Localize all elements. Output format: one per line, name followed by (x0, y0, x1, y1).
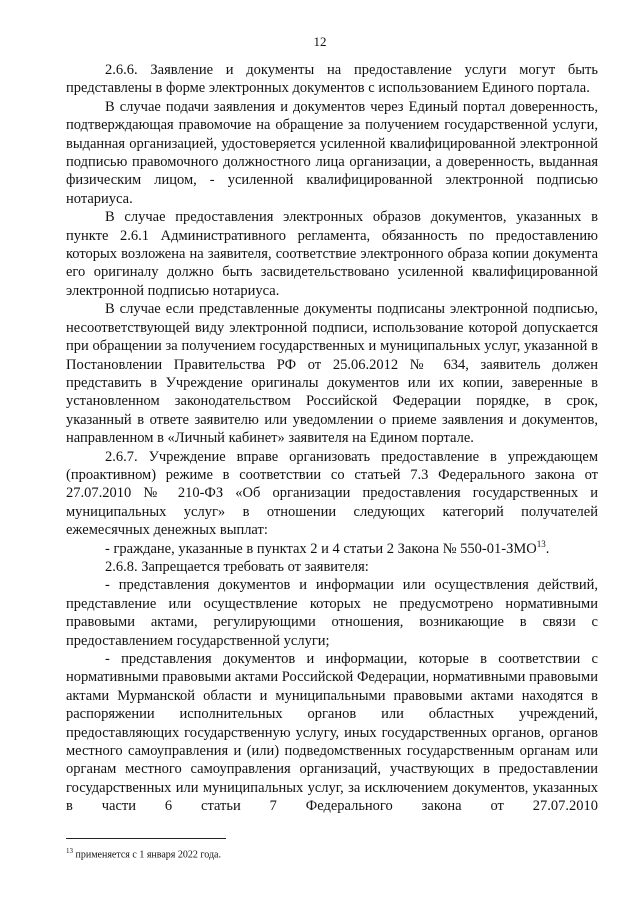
paragraph-electronic-images: В случае предоставления электронных образов документов, указанных в пункте 2.6.1 Административного регламента, обязанность по предоставлению которых возложена на заявителя, соответствие электронного образа копии документа его оригиналу должно быть засвидетельствовано усиленной квалифицированной электронной подписью нотариуса. (66, 209, 598, 299)
paragraph-citizens-list-item (66, 540, 598, 558)
footnote (66, 845, 598, 861)
paragraph-signature-mismatch: В случае если представленные документы подписаны электронной подписью, несоответствующей виду электронной подписи, использование которой допускается при обращении за получением государственных и муниципальных услуг, указанной в Постановлении Правительства РФ от 25.06.2012 № 634, заявитель должен представить в Учреждение оригиналы документов или их копии, заверенные в установленном законодательством Российской Федерации порядке, в срок, указанный в ответе заявителю или уведомлении о приеме заявления и документов, направленном в «Личный кабинет» заявителя на Едином портале. (66, 301, 598, 447)
citizens-list-item-text: - граждане, указанные в пунктах 2 и 4 статьи 2 Закона № 550-01-ЗМО (105, 540, 537, 557)
footnote-text: применяется с 1 января 2022 года. (73, 849, 221, 861)
paragraph-prohibited-item-1: - представления документов и информации или осуществления действий, представление или осуществление которых не предусмотрено нормативными правовыми актами, регулирующими отношения, возникающие в связи с предоставлением государственной услуги; (66, 577, 598, 649)
paragraph-2-6-6: 2.6.6. Заявление и документы на предоставление услуги могут быть представлены в форме электронных документов с использованием Единого портала. (66, 62, 598, 97)
paragraph-2-6-8: 2.6.8. Запрещается требовать от заявителя: (105, 558, 369, 575)
footnote-reference: 13 (536, 538, 546, 549)
footnote-divider (66, 838, 226, 839)
paragraph-prohibited-item-2: - представления документов и информации, которые в соответствии с нормативными правовыми актами Российской Федерации, нормативными правовыми актами Мурманской области и муниципальными правовыми актами находятся в распоряжении исполнительных органов или областных учреждений, предоставляющих государственную услугу, иных государственных органов, органов местного самоуправления и (или) подведомственных государственным органам или органам местного самоуправления организаций, участвующих в предоставлении государственных или муниципальных услуг, за исключением документов, указанных в части 6 статьи 7 Федерального закона от 27.07.2010 (66, 651, 598, 815)
citizens-list-item-end: . (545, 540, 550, 557)
footnote-number: 13 (66, 847, 73, 855)
body-text (66, 61, 598, 816)
page-number: 12 (313, 34, 327, 49)
paragraph-2-6-7: 2.6.7. Учреждение вправе организовать предоставление в упреждающем (проактивном) режиме в соответствии со статьей 7.3 Федерального закона от 27.07.2010 № 210-ФЗ «Об организации предоставления государственных и муниципальных услуг» в отношении следующих категорий получателей ежемесячных денежных выплат: (66, 448, 598, 539)
paragraph-portal-power-of-attorney: В случае подачи заявления и документов через Единый портал доверенность, подтверждающая правомочие на обращение за получением государственной услуги, выданная организацией, удостоверяется усиленной квалифицированной электронной подписью правомочного должностного лица организации, а доверенность, выданная физическим лицом, - усиленной квалифицированной электронной подписью нотариуса. (66, 98, 598, 207)
